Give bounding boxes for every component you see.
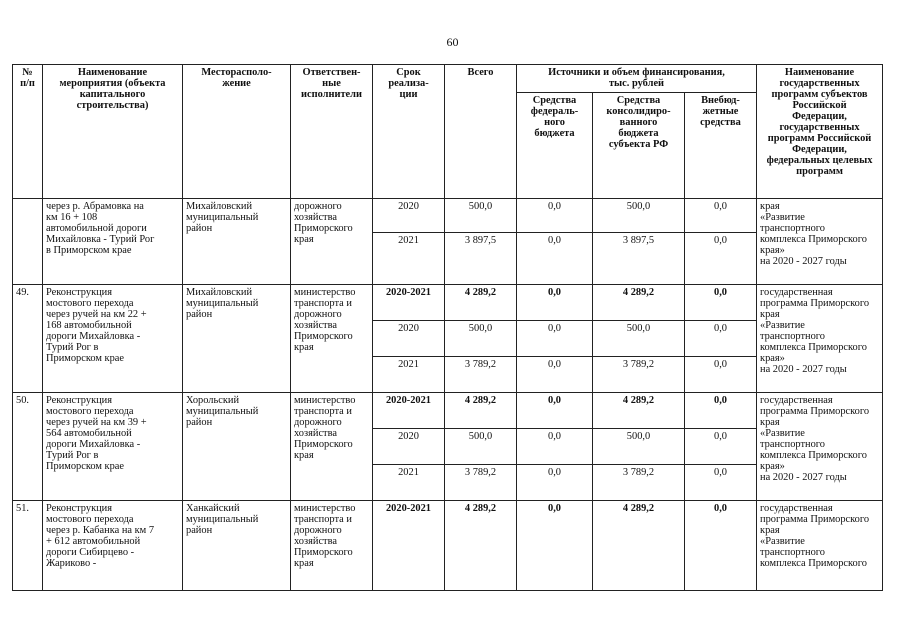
row-term: 2020-2021 [373,285,445,321]
row-num: 50. [13,393,43,501]
row-consolidated: 3 897,5 [593,233,685,285]
row-total: 4 289,2 [445,285,517,321]
row-federal: 0,0 [517,285,593,321]
row-consolidated: 4 289,2 [593,501,685,591]
row-total: 3 897,5 [445,233,517,285]
row-total: 500,0 [445,199,517,233]
row-consolidated: 3 789,2 [593,357,685,393]
row-extrabudget: 0,0 [685,429,757,465]
row-total: 500,0 [445,429,517,465]
row-location: Хорольский муниципальный район [183,393,291,501]
row-location: Михайловский муниципальный район [183,199,291,285]
header-executors: Ответствен- ные исполнители [291,65,373,199]
row-federal: 0,0 [517,501,593,591]
row-executors: министерство транспорта и дорожного хозяйства Приморского края [291,393,373,501]
table-body [13,199,883,591]
row-term: 2020 [373,429,445,465]
row-federal: 0,0 [517,233,593,285]
row-extrabudget: 0,0 [685,321,757,357]
row-consolidated: 3 789,2 [593,465,685,501]
row-total: 4 289,2 [445,501,517,591]
row-term: 2020 [373,199,445,233]
row-executors: дорожного хозяйства Приморского края [291,199,373,285]
row-term: 2021 [373,233,445,285]
row-location: Михайловский муниципальный район [183,285,291,393]
page-number: 60 [446,35,459,49]
row-consolidated: 500,0 [593,199,685,233]
row-consolidated: 4 289,2 [593,393,685,429]
row-consolidated: 4 289,2 [593,285,685,321]
row-extrabudget: 0,0 [685,199,757,233]
row-program: края «Развитие транспортного комплекса Приморского края» на 2020 - 2027 годы [757,199,883,285]
row-term: 2021 [373,465,445,501]
header-num: № п/п [13,65,43,199]
header-programs: Наименование государственных программ субъектов Российской Федерации, государственных программ Российской Федерации, федеральных целевых программ [757,65,883,199]
row-federal: 0,0 [517,321,593,357]
row-program: государственная программа Приморского края «Развитие транспортного комплекса Приморского края» на 2020 - 2027 годы [757,393,883,501]
row-name: Реконструкция мостового перехода через ручей на км 39 + 564 автомобильной дороги Михайловка - Турий Рог в Приморском крае [43,393,183,501]
header-name: Наименование мероприятия (объекта капитального строительства) [43,65,183,199]
row-term: 2020 [373,321,445,357]
header-consolidated: Средства консолидиро- ванного бюджета субъекта РФ [593,93,685,199]
row-name: через р. Абрамовка на км 16 + 108 автомобильной дороги Михайловка - Турий Рог в Приморском крае [43,199,183,285]
row-program: государственная программа Приморского края «Развитие транспортного комплекса Приморского края» на 2020 - 2027 годы [757,285,883,393]
row-federal: 0,0 [517,429,593,465]
row-extrabudget: 0,0 [685,233,757,285]
row-extrabudget: 0,0 [685,285,757,321]
header-term: Срок реализа- ции [373,65,445,199]
table-row [13,285,883,321]
header-federal: Средства федераль- ного бюджета [517,93,593,199]
row-program: государственная программа Приморского края «Развитие транспортного комплекса Приморского [757,501,883,591]
row-location: Ханкайский муниципальный район [183,501,291,591]
row-name: Реконструкция мостового перехода через р. Кабанка на км 7 + 612 автомобильной дороги Сибирцево - Жариково - [43,501,183,591]
row-federal: 0,0 [517,393,593,429]
row-extrabudget: 0,0 [685,357,757,393]
header-sources: Источники и объем финансирования, тыс. рублей [517,65,757,93]
row-total: 4 289,2 [445,393,517,429]
row-federal: 0,0 [517,199,593,233]
row-federal: 0,0 [517,357,593,393]
financing-table [12,64,883,591]
header-total: Всего [445,65,517,199]
header-location: Месторасполо- жение [183,65,291,199]
row-term: 2020-2021 [373,501,445,591]
row-federal: 0,0 [517,465,593,501]
table-row [13,199,883,233]
row-name: Реконструкция мостового перехода через ручей на км 22 + 168 автомобильной дороги Михайловка - Турий Рог в Приморском крае [43,285,183,393]
row-consolidated: 500,0 [593,429,685,465]
row-term: 2021 [373,357,445,393]
row-extrabudget: 0,0 [685,393,757,429]
row-num: 51. [13,501,43,591]
row-num: 49. [13,285,43,393]
table-row [13,501,883,591]
row-consolidated: 500,0 [593,321,685,357]
table-row [13,393,883,429]
row-executors: министерство транспорта и дорожного хозяйства Приморского края [291,501,373,591]
row-extrabudget: 0,0 [685,501,757,591]
row-term: 2020-2021 [373,393,445,429]
row-executors: министерство транспорта и дорожного хозяйства Приморского края [291,285,373,393]
header-extrabudget: Внебюд- жетные средства [685,93,757,199]
row-extrabudget: 0,0 [685,465,757,501]
row-total: 3 789,2 [445,465,517,501]
row-total: 3 789,2 [445,357,517,393]
row-num [13,199,43,285]
row-total: 500,0 [445,321,517,357]
